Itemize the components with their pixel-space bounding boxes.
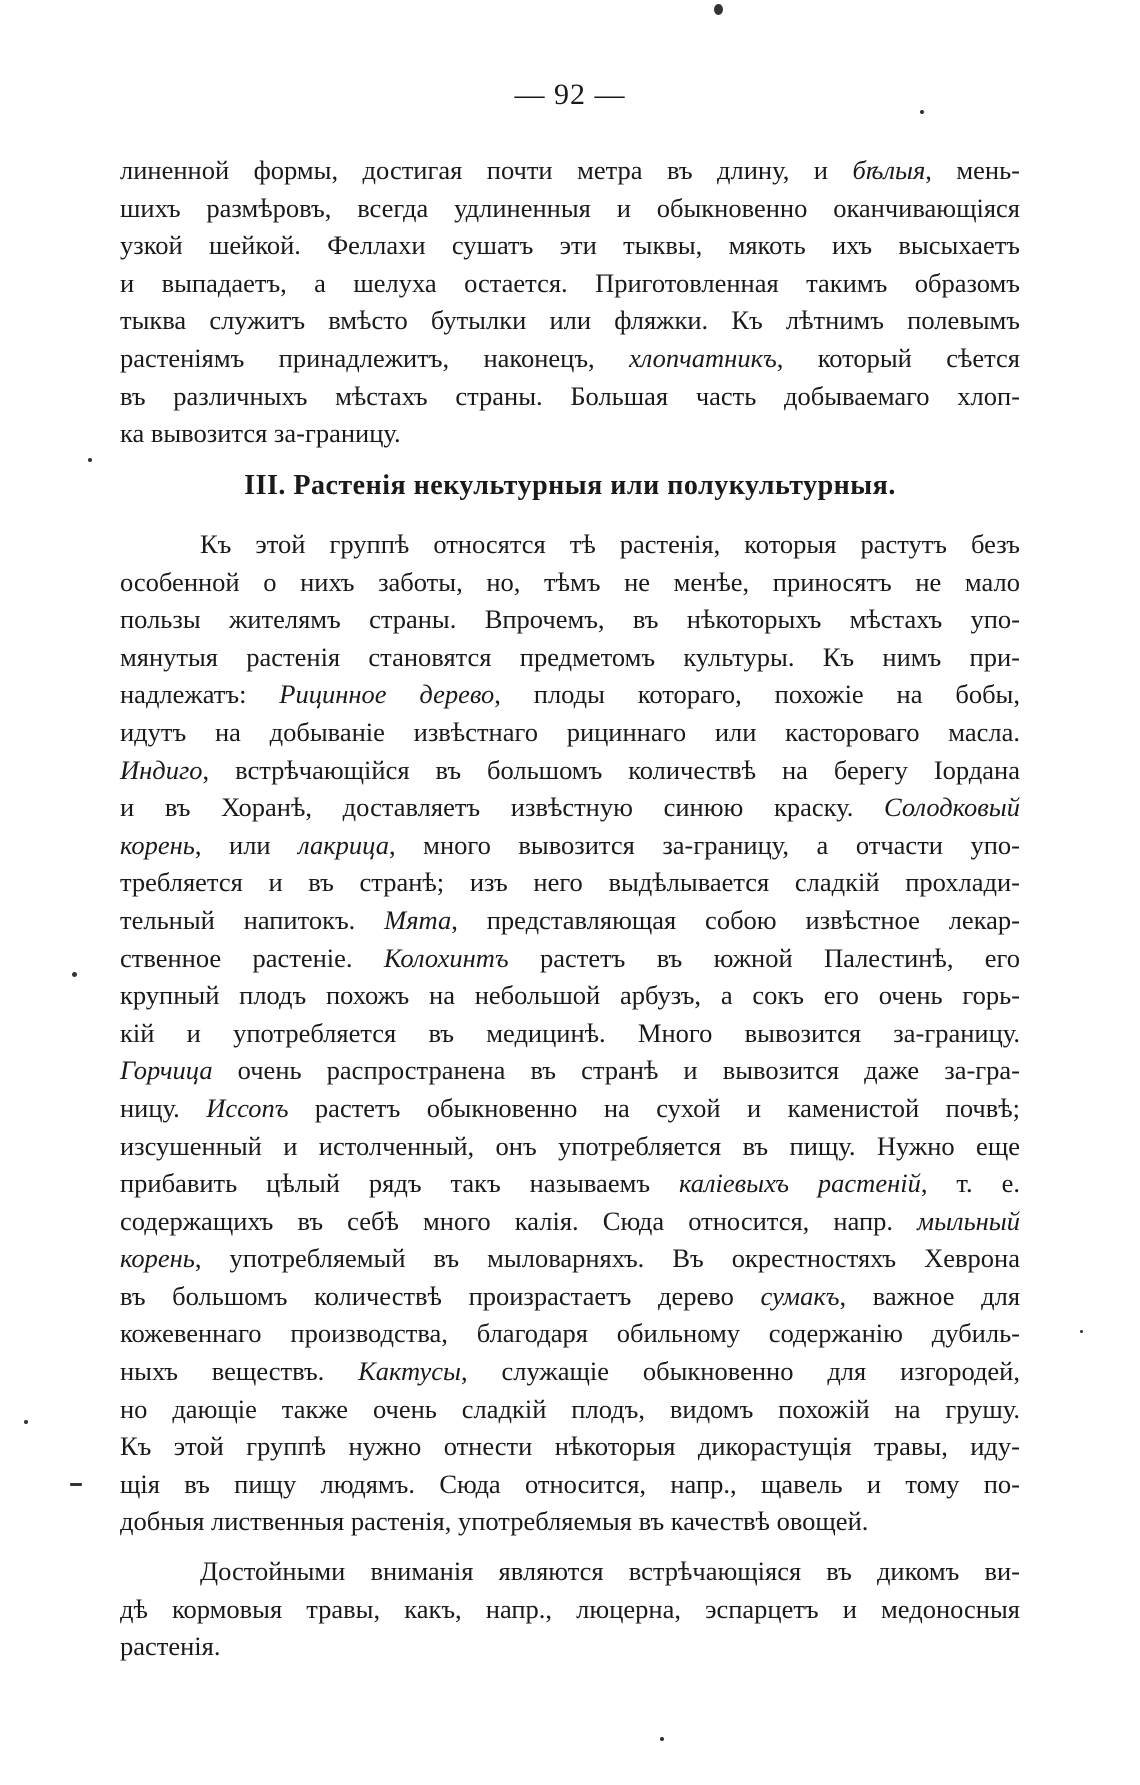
text-run: , встрѣчающійся въ большомъ количествѣ на берегу Іордана: [202, 754, 1020, 785]
text-run: очень распространена въ странѣ и вывозится даже за-гра-: [212, 1055, 1020, 1086]
text-run: растенія.: [120, 1631, 221, 1662]
italic-term: Индиго: [120, 754, 203, 785]
text-line: [120, 1315, 1020, 1353]
text-run: щія въ пищу людямъ. Сюда относится, напр., щавель и тому по-: [120, 1468, 1020, 1499]
text-line: [120, 864, 1020, 902]
text-run: тельный напитокъ.: [120, 904, 385, 935]
text-line: [120, 1553, 1020, 1591]
text-run: но дающіе также очень сладкій плодъ, видомъ похожій на грушу.: [120, 1393, 1020, 1424]
text-run: и въ Хоранѣ, доставляетъ извѣстную синюю краску.: [120, 792, 885, 823]
text-run: дѣ кормовыя травы, какъ, напр., люцерна, эспарцетъ и медоносныя: [120, 1593, 1020, 1624]
text-run: Къ этой группѣ нужно отнести нѣкоторыя дикорастущія травы, иду-: [120, 1431, 1020, 1462]
italic-term: Колохинтъ: [383, 942, 509, 973]
text-run: , представляющая собою извѣстное лекар-: [451, 904, 1020, 935]
text-line: [120, 1203, 1020, 1241]
text-run: въ различныхъ мѣстахъ страны. Большая часть добываемаго хлоп-: [120, 380, 1020, 411]
text-line: [120, 601, 1020, 639]
scan-speck: [24, 1420, 28, 1424]
text-run: пользы жителямъ страны. Впрочемъ, въ нѣкоторыхъ мѣстахъ упо-: [120, 604, 1020, 635]
text-line: [120, 1503, 1020, 1541]
text-run: узкой шейкой. Феллахи сушатъ эти тыквы, мякоть ихъ высыхаетъ: [120, 230, 1020, 261]
text-run: крупный плодъ похожъ на небольшой арбузъ, а сокъ его очень горь-: [120, 980, 1020, 1011]
scan-speck: [72, 972, 77, 977]
text-run: , или: [194, 829, 299, 860]
text-line: [120, 827, 1020, 865]
text-line: [120, 1052, 1020, 1090]
text-line: [120, 265, 1020, 303]
text-run: требляется и въ странѣ; изъ него выдѣлывается сладкій прохлади-: [120, 867, 1020, 898]
text-line: [120, 302, 1020, 340]
italic-term: Иссопъ: [206, 1092, 289, 1123]
text-run: , служащіе обыкновенно для изгородей,: [461, 1356, 1020, 1387]
text-line: [120, 415, 1020, 453]
text-line: [120, 340, 1020, 378]
text-line: [120, 789, 1020, 827]
section-title: III. Растенія некультурныя или полукультурныя.: [244, 470, 896, 501]
text-run: кожевеннаго производства, благодаря обильному содержанію дубиль-: [120, 1318, 1020, 1349]
text-run: кій и употребляется въ медицинѣ. Много вывозится за-границу.: [120, 1017, 1020, 1048]
text-line: [120, 378, 1020, 416]
text-run: , много вывозится за-границу, а отчасти упо-: [389, 829, 1020, 860]
text-run: , плоды котораго, похожіе на бобы,: [494, 679, 1020, 710]
text-run: изсушенный и истолченный, онъ употребляется въ пищу. Нужно еще: [120, 1130, 1020, 1161]
scan-speck: [920, 110, 924, 114]
italic-term: бѣлыя: [852, 155, 926, 185]
text-run: ственное растеніе.: [120, 942, 384, 973]
text-line: [120, 1353, 1020, 1391]
text-run: особенной о нихъ заботы, но, тѣмъ не менѣе, приносятъ не мало: [120, 566, 1020, 597]
text-line: [120, 526, 1020, 564]
text-run: Достойными вниманія являются встрѣчающіяся въ дикомъ ви-: [200, 1556, 1020, 1586]
paragraph-non-cultivated-plants: [120, 526, 1020, 1541]
italic-term: Рицинное дерево: [279, 679, 495, 710]
text-run: , который сѣется: [776, 342, 1020, 373]
text-line: [120, 940, 1020, 978]
scan-speck: [88, 458, 92, 462]
italic-term: мыльный: [917, 1205, 1020, 1236]
text-line: [120, 714, 1020, 752]
text-run: надлежатъ:: [120, 679, 280, 710]
text-run: растетъ въ южной Палестинѣ, его: [508, 942, 1020, 973]
text-run: , употребляемый въ мыловарняхъ. Въ окрестностяхъ Хеврона: [194, 1243, 1020, 1274]
text-run: добныя лиственныя растенія, употребляемыя въ качествѣ овощей.: [120, 1506, 869, 1537]
italic-term: Кактусы: [358, 1356, 461, 1387]
text-run: линенной формы, достигая почти метра въ длину, и: [120, 155, 853, 185]
scan-speck: [70, 1483, 82, 1486]
scan-speck: [660, 1737, 664, 1741]
text-line: [120, 190, 1020, 228]
text-run: идутъ на добываніе извѣстнаго рициннаго или кастороваго масла.: [120, 716, 1020, 747]
text-line: [120, 1591, 1020, 1629]
italic-term: Мята: [384, 904, 452, 935]
text-line: [120, 1628, 1020, 1666]
text-line: [120, 1466, 1020, 1504]
text-line: [120, 902, 1020, 940]
text-line: [120, 1278, 1020, 1316]
italic-term: корень: [120, 829, 195, 860]
text-line: [120, 1090, 1020, 1128]
text-line: [120, 1165, 1020, 1203]
text-line: [120, 1391, 1020, 1429]
text-line: [120, 639, 1020, 677]
text-run: , мень-: [925, 155, 1021, 185]
text-run: растетъ обыкновенно на сухой и каменистой почвѣ;: [288, 1092, 1020, 1123]
text-run: растеніямъ принадлежитъ, наконецъ,: [120, 342, 630, 373]
italic-term: корень: [120, 1243, 195, 1274]
italic-term: Горчица: [120, 1055, 213, 1086]
text-run: прибавить цѣлый рядъ такъ называемъ: [120, 1168, 679, 1199]
scan-speck: [714, 4, 723, 15]
italic-term: сумакъ: [760, 1280, 840, 1311]
text-line: [120, 676, 1020, 714]
text-run: тыква служитъ вмѣсто бутылки или фляжки. Къ лѣтнимъ полевымъ: [120, 305, 1020, 336]
paragraph-continuation: [120, 152, 1020, 453]
text-run: и выпадаетъ, а шелуха остается. Приготовленная такимъ образомъ: [120, 267, 1020, 298]
text-run: ныхъ веществъ.: [120, 1356, 359, 1387]
text-line: [120, 1428, 1020, 1466]
text-line: [120, 1240, 1020, 1278]
text-run: Къ этой группѣ относятся тѣ растенія, которыя растутъ безъ: [200, 529, 1020, 559]
text-line: [120, 564, 1020, 602]
text-run: шихъ размѣровъ, всегда удлиненныя и обыкновенно оканчивающіяся: [120, 192, 1020, 223]
text-run: содержащихъ въ себѣ много калія. Сюда относится, напр.: [120, 1205, 918, 1236]
text-run: , т. е.: [920, 1168, 1020, 1199]
text-run: въ большомъ количествѣ произрастаетъ дерево: [120, 1280, 761, 1311]
text-line: [120, 752, 1020, 790]
italic-term: хлопчатникъ: [629, 342, 777, 373]
italic-term: лакрица: [298, 829, 390, 860]
italic-term: каліевыхъ растеній: [679, 1168, 921, 1199]
text-line: [120, 227, 1020, 265]
text-line: [120, 152, 1020, 190]
page-number: — 92 —: [514, 78, 626, 111]
text-run: ка вывозится за-границу.: [120, 418, 401, 449]
text-run: , важное для: [839, 1280, 1021, 1311]
text-line: [120, 1015, 1020, 1053]
text-run: мянутыя растенія становятся предметомъ культуры. Къ нимъ при-: [120, 641, 1020, 672]
italic-term: Солодковый: [884, 792, 1020, 823]
text-line: [120, 977, 1020, 1015]
paragraph-forage-plants: [120, 1553, 1020, 1666]
text-run: ницу.: [120, 1092, 207, 1123]
scan-speck: [1080, 1330, 1083, 1333]
text-line: [120, 1128, 1020, 1166]
